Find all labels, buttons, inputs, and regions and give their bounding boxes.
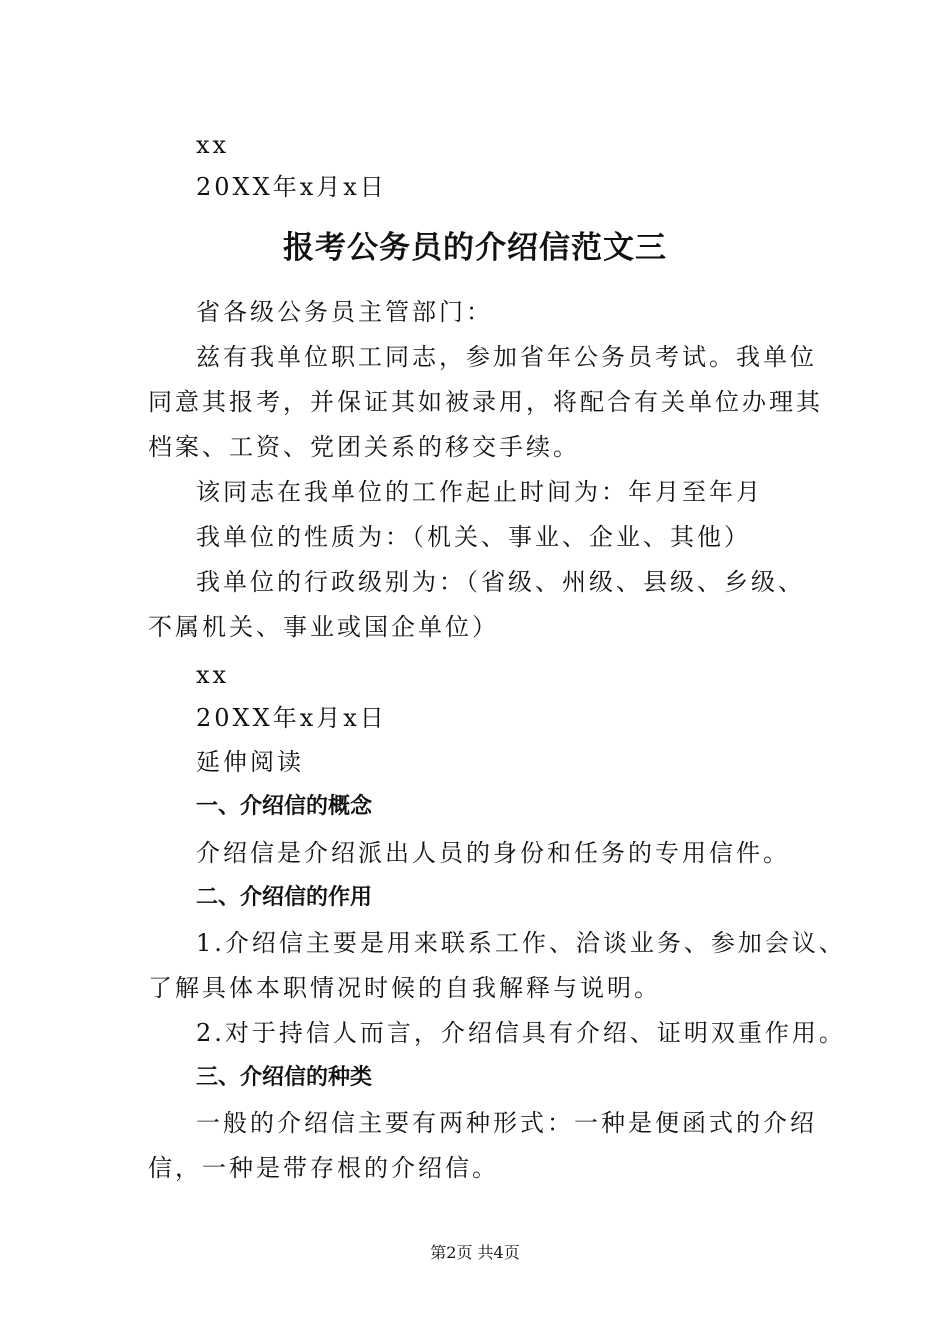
body-line: 档案、工资、党团关系的移交手续。	[148, 433, 580, 461]
body-line: 该同志在我单位的工作起止时间为：年月至年月	[196, 478, 763, 506]
body-line: 同意其报考，并保证其如被录用，将配合有关单位办理其	[148, 388, 823, 416]
section-heading: 二、介绍信的作用	[196, 885, 373, 910]
letter-date: 20XX年x月x日	[196, 704, 387, 732]
letter-signature: xx	[196, 661, 230, 689]
body-line: 兹有我单位职工同志，参加省年公务员考试。我单位	[196, 343, 817, 371]
section-line: 信，一种是带存根的介绍信。	[148, 1154, 499, 1182]
section-line: 了解具体本职情况时候的自我解释与说明。	[148, 974, 661, 1002]
top-signature: xx	[196, 131, 230, 159]
page-title: 报考公务员的介绍信范文三	[283, 230, 667, 266]
section-heading: 一、介绍信的概念	[196, 794, 373, 819]
section-line: 介绍信是介绍派出人员的身份和任务的专用信件。	[196, 839, 790, 867]
section-line: 2.对于持信人而言，介绍信具有介绍、证明双重作用。	[196, 1019, 846, 1047]
section-line: 一般的介绍信主要有两种形式：一种是便函式的介绍	[196, 1109, 817, 1137]
extended-reading-label: 延伸阅读	[196, 748, 304, 776]
body-line: 不属机关、事业或国企单位）	[148, 613, 499, 641]
body-line: 我单位的行政级别为：（省级、州级、县级、乡级、	[196, 568, 805, 596]
letter-salutation: 省各级公务员主管部门：	[196, 298, 493, 326]
section-heading: 三、介绍信的种类	[196, 1065, 373, 1090]
body-line: 我单位的性质为：（机关、事业、企业、其他）	[196, 523, 751, 551]
page-number-footer: 第2页 共4页	[430, 1243, 520, 1262]
section-line: 1.介绍信主要是用来联系工作、洽谈业务、参加会议、	[196, 929, 846, 957]
top-date: 20XX年x月x日	[196, 173, 387, 201]
